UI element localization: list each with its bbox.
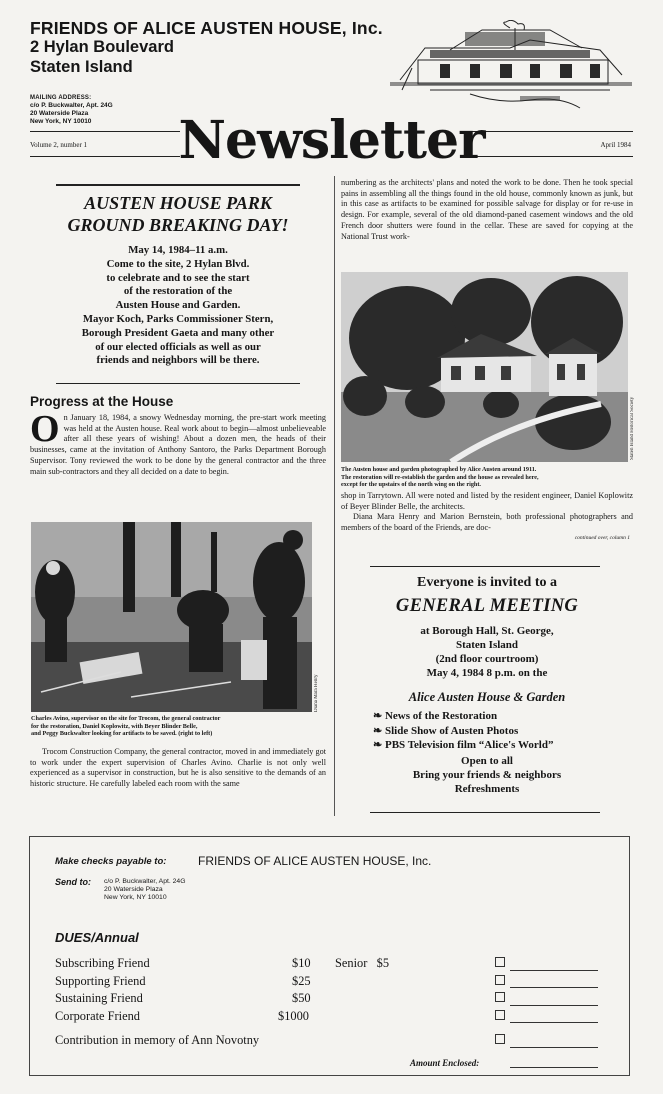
bullet-item [373,724,553,739]
blank-line [510,1010,598,1023]
checkbox-icon[interactable] [495,1010,505,1020]
progress-paragraph1 [30,413,326,519]
photo-work-site [31,522,312,712]
contribution-checkbox-row[interactable] [495,1030,598,1048]
continued-note: continued over, column 1 [574,535,630,541]
caption-line: The restoration will re-establish the garden and the house as revealed here, [341,473,539,481]
meeting-closing [341,754,633,796]
send-label: Send to: [55,877,91,887]
caption-line: and Peggy Buckwalter looking for artifacts to be saved. (right to left) [31,730,213,738]
amount-enclosed-field[interactable] [510,1067,598,1068]
bullet-item [373,738,553,753]
announcement-title-line1: AUSTEN HOUSE PARK [84,193,272,213]
volume-number: Volume 2, number 1 [30,141,88,149]
right-paragraph3: Diana Mara Henry and Marion Bernstein, both professional photographers and members of the board of the Friends, are doc- [341,512,633,532]
announcement-title [30,192,326,236]
dues-label: Subscribing Friend [55,956,150,970]
send-line2: 20 Waterside Plaza [104,886,163,894]
dues-amount: $50 [292,991,311,1005]
dues-amount: $1000 [278,1008,309,1023]
dues-row [55,1008,615,1026]
meeting-bottom-rule [370,812,600,813]
dues-label: Sustaining Friend [55,991,143,1005]
announcement-line: Mayor Koch, Parks Commissioner Stern, [82,312,274,325]
caption-line: The Austen house and garden photographed by Alice Austen around 1911. [341,466,537,473]
photo-austen-house [341,272,628,462]
column-divider [334,176,335,816]
blank-line [510,958,598,971]
photo-caption-left [31,715,327,738]
meeting-subject: Alice Austen House & Garden [408,690,566,704]
dues-label: Corporate Friend [55,1008,140,1023]
dues-extra: Senior $5 [335,956,390,970]
dues-checkbox-row[interactable] [495,953,598,971]
send-line1: c/o P. Buckwalter, Apt. 24G [104,878,186,885]
meeting-line2: Staten Island [455,639,519,651]
dues-label: Supporting Friend [55,973,146,988]
announcement-line: Austen House and Garden. [115,299,241,312]
announcement-body [30,244,326,368]
meeting-line4: May 4, 1984 8 p.m. on the [426,667,548,679]
mailing-line2: 20 Waterside Plaza [30,110,89,117]
blank-line [510,975,598,988]
bullet-icon: ❧ [373,739,383,751]
announcement-line: Come to the site, 2 Hylan Blvd. [106,257,250,270]
announcement-line: of the restoration of the [123,285,233,298]
bullet-text: PBS Television film “Alice's World” [384,739,554,751]
dues-amount: $25 [292,973,311,988]
mailing-line3: New York, NY 10010 [30,118,92,125]
bullet-item [373,709,553,724]
bullet-icon: ❧ [373,710,383,722]
address-line1: 2 Hylan Boulevard [30,38,174,56]
progress-paragraph2: Trocom Construction Company, the general contractor, moved in and immediately got to work under the expert supervision of Charles Avino. Charlie is not only well experienced as a supervisor in construction, but he is also sensitive to the demands of an historic structure. He carefully labeled each room with the same [30,747,326,789]
announcement-line: of our elected officials as well as our [95,340,261,353]
caption-line: Charles Avino, supervisor on the site for Trocom, the general contractor [31,715,221,722]
announcement-top-rule [56,184,300,186]
bullet-text: Slide Show of Austen Photos [384,724,519,737]
meeting-bullets [373,709,553,753]
meeting-title: GENERAL MEETING [395,596,579,616]
announcement-title-line2: GROUND BREAKING DAY! [67,215,289,235]
dues-checkbox-row[interactable] [495,971,598,989]
masthead-title: Newsletter [178,110,485,171]
dues-amount: $10 [292,956,311,970]
dues-checkbox-row[interactable] [495,1006,598,1024]
photo-caption-right [341,466,633,489]
dues-checkbox-row[interactable] [495,988,598,1006]
dues-rows [55,955,615,1052]
house-illustration [390,20,632,112]
meeting-line3: (2nd floor courtroom) [435,653,539,665]
checkbox-icon[interactable] [495,1034,505,1044]
checks-value: FRIENDS OF ALICE AUSTEN HOUSE, Inc. [198,854,432,868]
issue-date: April 1984 [600,141,631,149]
caption-line: for the restoration, Daniel Koplowitz, with Beyer Blinder Belle, [31,722,198,730]
meeting-top-rule [370,566,600,567]
mailing-label: MAILING ADDRESS: [30,95,92,101]
announcement-line: May 14, 1984–11 a.m. [128,244,228,256]
announcement-line: friends and neighbors will be there. [96,354,260,367]
blank-line [510,993,598,1006]
bullet-text: News of the Restoration [384,710,498,722]
right-paragraph2: shop in Tarrytown. All were noted and listed by the resident engineer, Daniel Koplowitz of Beyer Blinder Belle, the architects. [341,491,633,511]
caption-line: except for the upstairs of the north wing on the right. [341,481,481,489]
progress-text1: n January 18, 1984, a snowy Wednesday morning, the pre-start work meeting was held at the Austen house. Real work about to begin—almost unbelieveable after all these years of wishing! About a dozen men, the heads of their businesses, came at the invitation of Anthony Santoro, the Parks Department Borough Supervisor. Tony reviewed the work to be done by the general contractor and the three main sub-contractors and they all decided on a date to begin. [30,413,326,476]
mailing-line1: c/o P. Buckwalter, Apt. 24G [30,102,113,109]
address-line2: Staten Island [30,58,133,76]
closing-line3: Refreshments [454,783,520,795]
dropcap: O [30,413,60,450]
progress-heading: Progress at the House [30,394,174,409]
org-name: FRIENDS OF ALICE AUSTEN HOUSE, Inc. [30,18,383,38]
checkbox-icon[interactable] [495,992,505,1002]
meeting-details [341,624,633,680]
closing-line2: Bring your friends & neighbors [412,769,562,781]
closing-line1: Open to all [461,755,513,767]
meeting-invite: Everyone is invited to a [417,575,557,590]
photo-credit-left: Diana Mara Henry [314,674,319,712]
dues-title: DUES/Annual [55,930,139,945]
contribution-label: Contribution in memory of Ann Novotny [55,1033,260,1047]
checks-label: Make checks payable to: [55,856,167,867]
contribution-row [55,1032,615,1052]
send-line3: New York, NY 10010 [104,894,167,902]
photo-credit-right: Staten Island Historical Society [630,396,635,460]
meeting-line1: at Borough Hall, St. George, [420,625,554,637]
announcement-bottom-rule [56,383,300,384]
blank-line [510,1035,598,1048]
send-address [104,878,185,903]
announcement-line: Borough President Gaeta and many other [81,326,275,339]
bullet-icon: ❧ [373,724,383,737]
right-paragraph1: numbering as the architects' plans and noted the work to be done. Then he took special pains in assembling all the things found in the old house, commonly known as junk, but in this case as artifacts to be examined for possible salvage for display or for re-use in design. For example, several of the old diamond-paned casement windows and the old French door shutters were found in the cellar. These are saved for copying at the National Trust work- [341,178,633,241]
checkbox-icon[interactable] [495,975,505,985]
amount-enclosed-label: Amount Enclosed: [410,1058,480,1068]
announcement-line: to celebrate and to see the start [106,271,250,284]
checkbox-icon[interactable] [495,957,505,967]
